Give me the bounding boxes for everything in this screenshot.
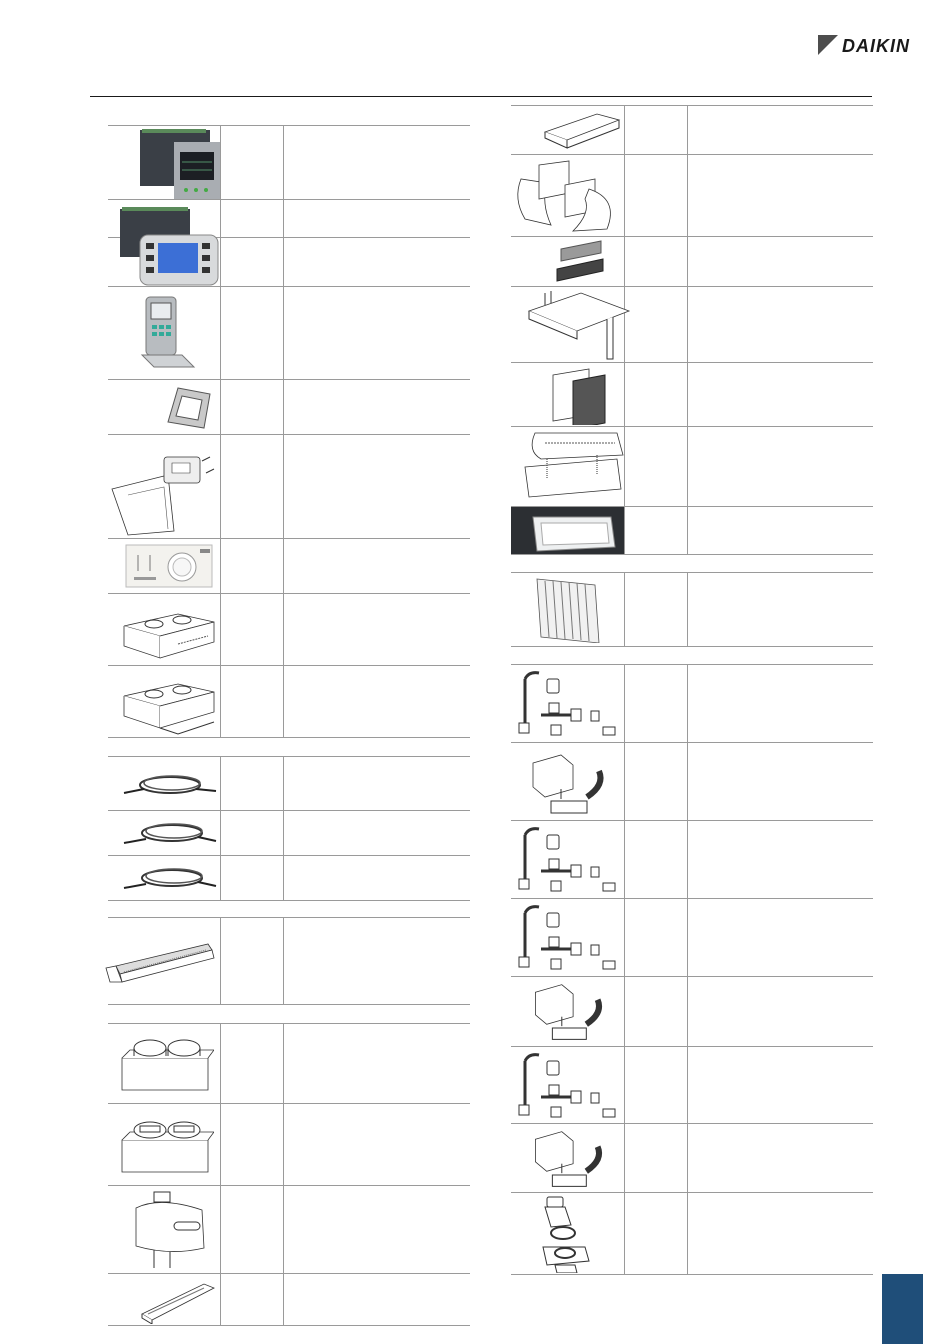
section-divider [108,1004,470,1024]
actuator-valve-a [531,749,619,819]
sensor-cable-b [122,815,218,853]
controller-with-remote-photo [116,205,220,287]
filter-set [553,239,609,285]
table-row [108,286,470,380]
table-row [108,1023,470,1104]
front-grille [517,429,625,505]
table-row [108,1273,470,1326]
side-panels-kit [511,159,621,235]
table-row [511,898,873,977]
table-row [511,105,873,155]
table-row [511,426,873,507]
table-row [511,1123,873,1193]
table-row [108,538,470,594]
table-row [108,593,470,666]
right-table-bottom-rule [511,1274,873,1275]
table-row [511,664,873,743]
valve-kit-a [515,667,621,741]
table-row [511,820,873,899]
left-accessory-table [108,125,470,1325]
table-row [108,434,470,539]
rotary-thermostat [124,543,214,589]
actuator-valve-c [531,1126,619,1192]
table-row [108,1103,470,1186]
controller-with-display-photo [134,128,220,200]
table-row [511,362,873,427]
section-divider [108,900,470,918]
valve-kit-b [515,823,621,897]
table-row [511,1192,873,1275]
table-row [108,379,470,435]
logo-text: DAIKIN [842,36,910,56]
electrical-box-a [118,602,218,662]
table-row [511,236,873,287]
table-row [108,810,470,856]
thermostat-mount-kit [108,445,220,537]
section-divider [108,737,470,757]
table-row [511,572,873,647]
table-row [108,125,470,200]
section-divider [511,554,873,573]
base-frame [521,289,633,361]
table-row [511,506,873,555]
top-panel [541,110,621,152]
louvre-panel [533,577,607,643]
valve-kit-d [515,1049,621,1123]
table-row [511,976,873,1047]
valve-kit-c [515,901,621,975]
section-divider [511,646,873,665]
rear-panel [549,367,621,425]
actuator-valve-b [531,979,619,1045]
sensor-cable-a [122,765,218,805]
table-row [108,756,470,811]
left-table-bottom-rule [108,1325,470,1326]
linear-grille [102,938,220,986]
balancing-valve [535,1195,605,1273]
condensate-pump [130,1190,210,1272]
table-row [511,742,873,821]
wall-thermostat-stand [138,293,198,373]
inspection-box [511,507,624,555]
table-row [108,855,470,901]
table-row [108,1185,470,1274]
table-row [108,917,470,1005]
sensor-cable-c [122,860,218,898]
table-row [511,1046,873,1124]
table-row [511,154,873,237]
right-accessory-table [511,105,873,1275]
page-tab [882,1274,923,1344]
duct-plenum-round-b [116,1110,214,1182]
header-rule [90,96,872,97]
electrical-box-b [118,674,218,736]
table-row [511,286,873,363]
mounting-frame [164,384,214,432]
table-row [108,665,470,738]
duct-plenum-round-a [116,1030,214,1100]
logo-mark-icon [818,35,838,55]
daikin-logo [818,33,928,59]
drip-tray [138,1280,218,1324]
